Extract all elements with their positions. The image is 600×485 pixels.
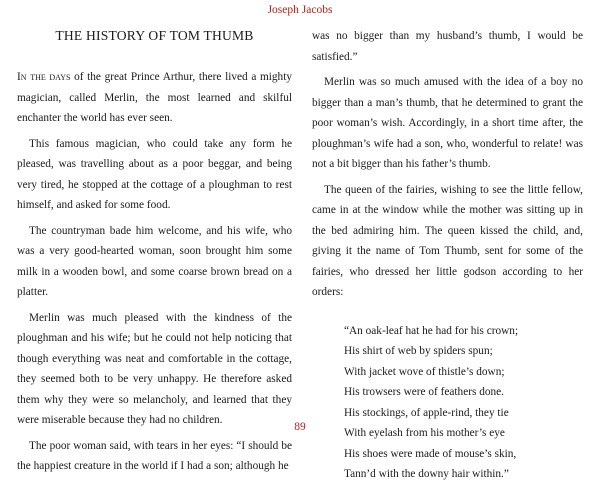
left-column (17, 26, 292, 482)
chapter-title: THE HISTORY OF TOM THUMB (55, 28, 254, 43)
paragraph-1-lead: In the days (17, 71, 71, 83)
verse-line: With jacket wove of thistle’s down; (344, 365, 505, 378)
paragraph-2: This famous magician, who could take any form he pleased, was travelling about as a poor beggar, and being very tired, he stopped at the cottage of a ploughman to rest himself, and asked for some food. (17, 137, 292, 211)
verse-line: His trowsers were of feathers done. (344, 386, 504, 398)
paragraph-1-text: of the great Prince Arthur, there lived a mighty magician, called Merlin, the most learned and skilful enchanter the world has ever seen. (17, 71, 292, 124)
verse-line: “An oak-leaf hat he had for his crown; (344, 324, 519, 337)
paragraph-1 (17, 67, 292, 129)
paragraph-7: The queen of the fairies, wishing to see the little fellow, came in at the window while the mother was sitting up in the bed admiring him. The queen kissed the child, and, giving it the name of Tom Thumb, sent for some of the fairies, who dressed her little godson according to her orders: (312, 183, 583, 298)
verse-line: His shirt of web by spiders spun; (344, 345, 493, 357)
running-header: Joseph Jacobs (267, 4, 333, 16)
verse-block (344, 321, 583, 485)
verse-line: With eyelash from his mother’s eye (344, 427, 505, 439)
paragraph-continued: was no bigger than my husband’s thumb, I would be satisfied.” (312, 30, 583, 63)
right-column (312, 26, 583, 485)
verse-line: Tann’d with the downy hair within.” (344, 468, 509, 480)
page-number: 89 (294, 421, 306, 433)
verse-line: His shoes were made of mouse’s skin, (344, 447, 517, 460)
paragraph-4: Merlin was much pleased with the kindness of the ploughman and his wife; but he could not help noticing that though everything was neat and comfortable in the cottage, they seemed both to be very unhappy. He therefore asked them why they were so melancholy, and learned that they were miserable because they had no children. (17, 311, 292, 426)
paragraph-3: The countryman bade him welcome, and his wife, who was a very good-hearted woman, soon brought him some milk in a wooden bowl, and some coarse brown bread on a platter. (17, 224, 292, 298)
paragraph-6: Merlin was so much amused with the idea of a boy no bigger than a man’s thumb, that he determined to grant the poor woman’s wish. Accordingly, in a short time after, the ploughman’s wife had a son, who, wonderful to relate! was not a bit bigger than his father’s thumb. (312, 76, 583, 170)
paragraph-5: The poor woman said, with tears in her eyes: “I should be the happiest creature in the world if I had a son; although he (17, 439, 292, 472)
verse-line: His stockings, of apple-rind, they tie (344, 406, 509, 419)
